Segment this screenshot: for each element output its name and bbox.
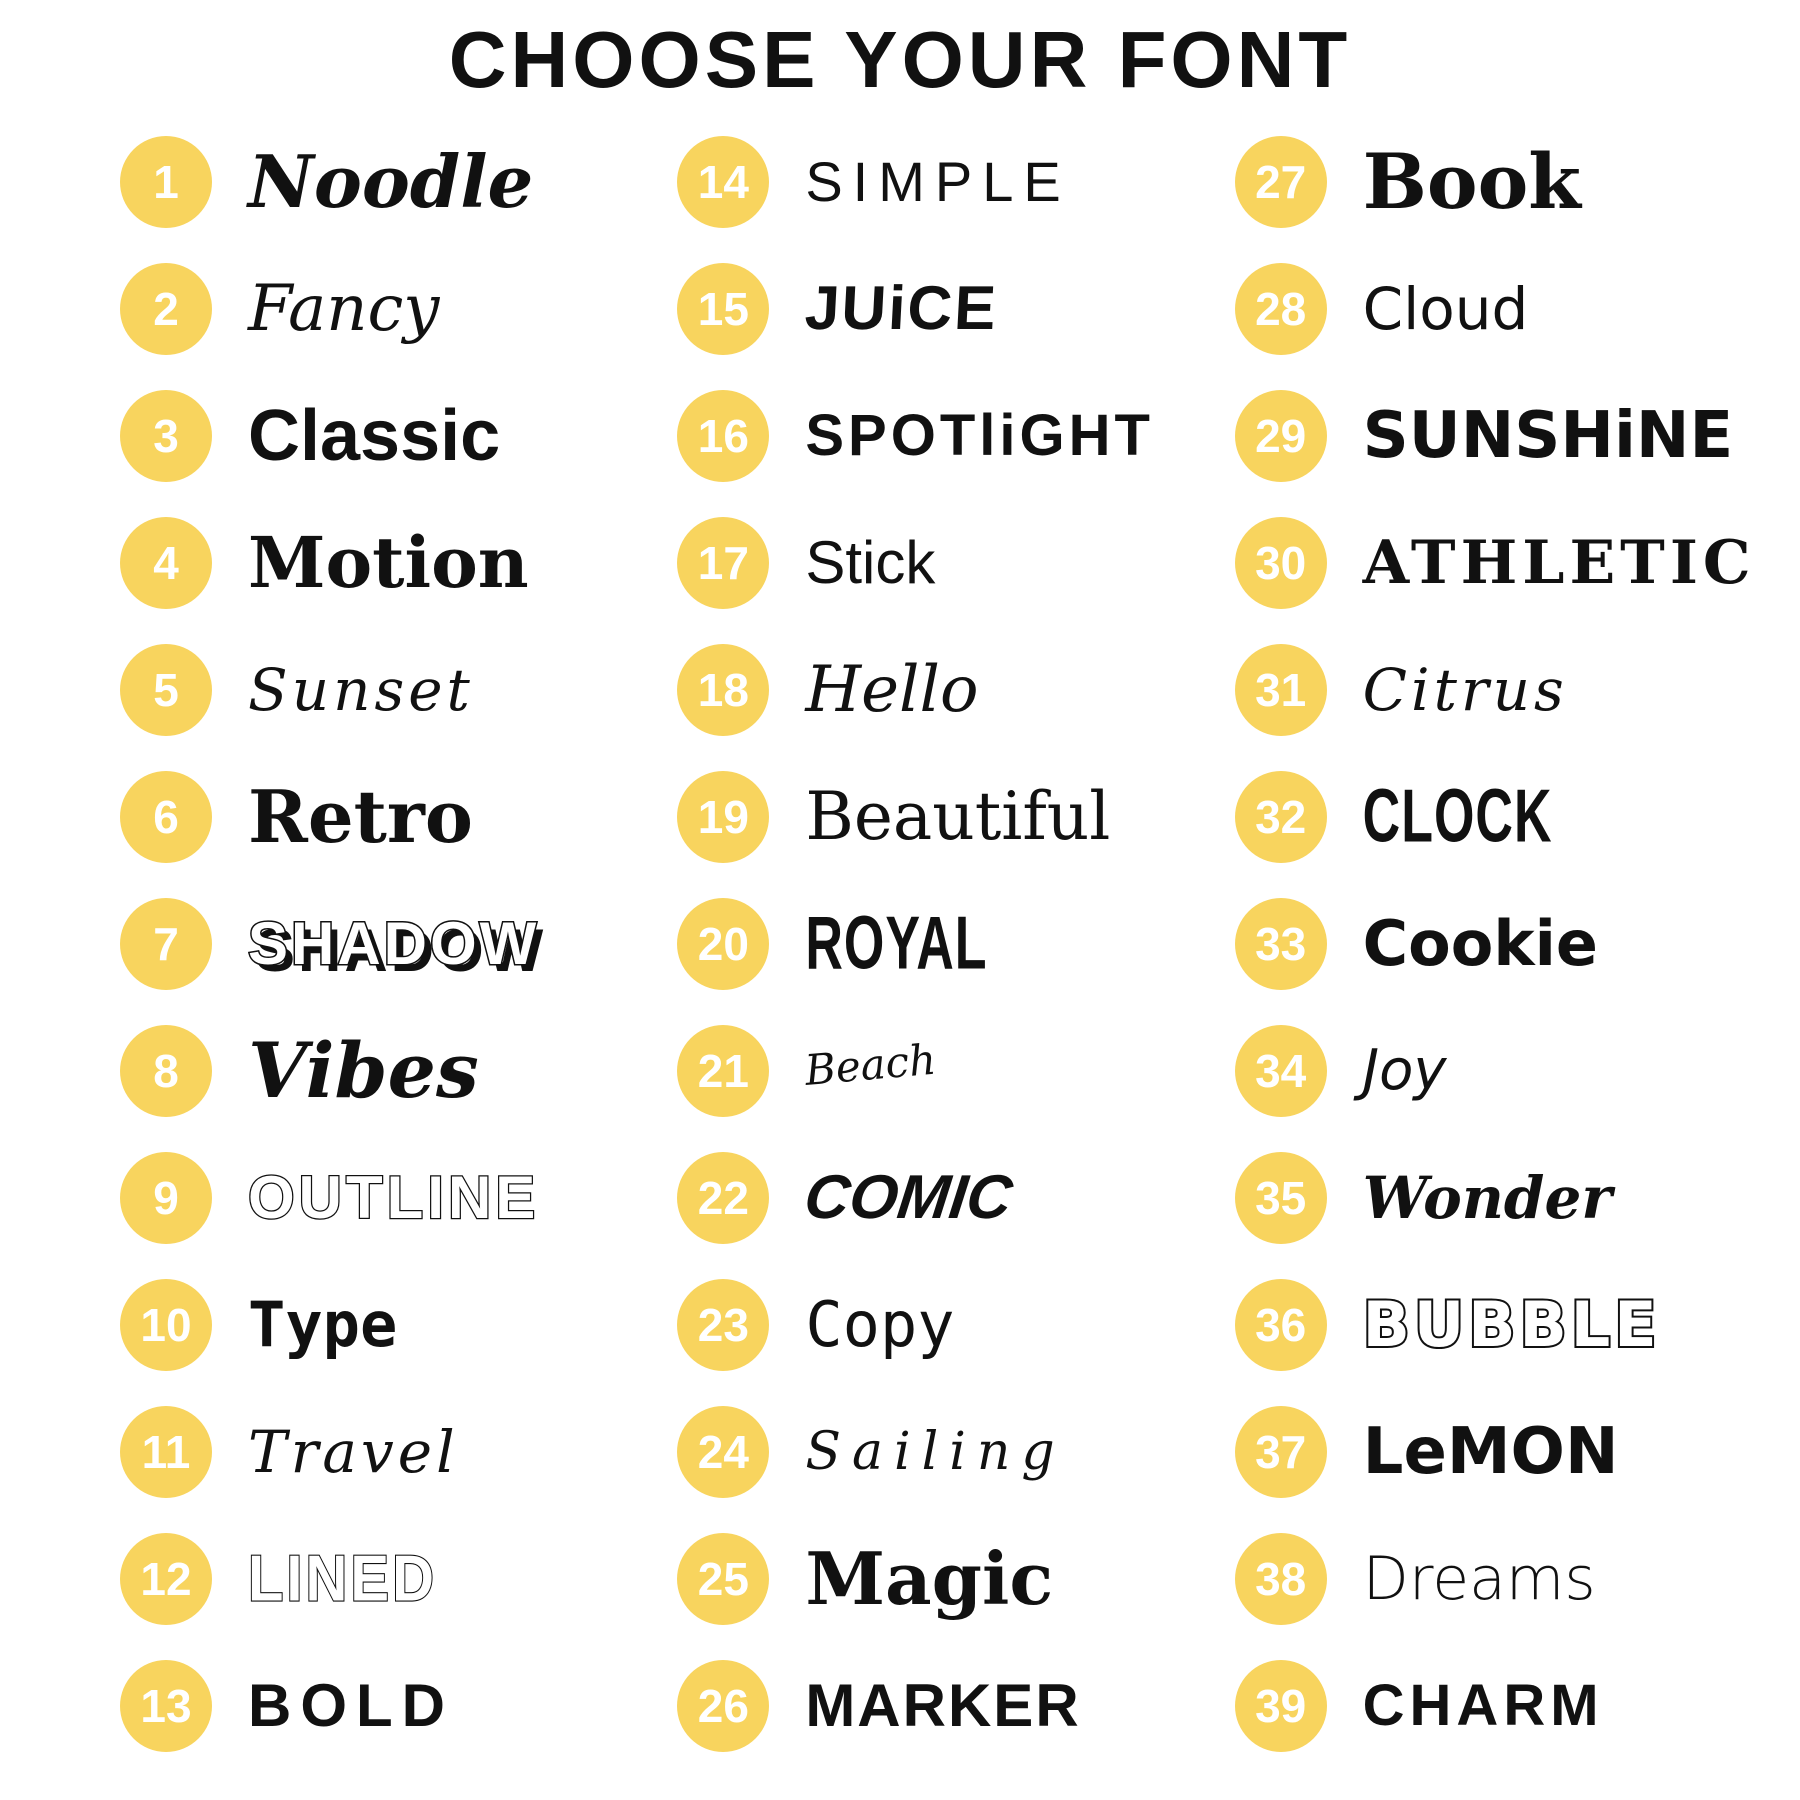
- font-item: [677, 1515, 1234, 1642]
- font-sample-label: SPOTliGHT: [805, 402, 1154, 468]
- font-item: [120, 372, 677, 499]
- font-item: [120, 880, 677, 1007]
- font-sample-label: Copy: [805, 1287, 955, 1361]
- font-item: [120, 626, 677, 753]
- font-item: [120, 1261, 677, 1388]
- font-number-badge: 9: [120, 1152, 212, 1244]
- font-item: [120, 1642, 677, 1769]
- font-number-badge: 14: [677, 136, 769, 228]
- font-item: [1235, 626, 1792, 753]
- page-title: CHOOSE YOUR FONT: [448, 15, 1352, 104]
- font-column-3: [1235, 118, 1792, 1769]
- font-number-badge: 27: [1235, 136, 1327, 228]
- font-number-badge: 39: [1235, 1660, 1327, 1752]
- font-sample-label: COMIC: [801, 1162, 1017, 1232]
- font-sample-label: LeMON: [1362, 1414, 1619, 1489]
- font-item: [120, 1007, 677, 1134]
- font-item: [1235, 1515, 1792, 1642]
- font-number-badge: 32: [1235, 771, 1327, 863]
- font-number-badge: 26: [677, 1660, 769, 1752]
- font-sample-label: Motion: [248, 520, 529, 604]
- font-sample-label: Travel: [248, 1417, 459, 1486]
- font-sample-label: Noodle: [248, 138, 534, 224]
- font-column-1: [120, 118, 677, 1769]
- font-sample-label: Wonder: [1362, 1163, 1612, 1232]
- font-item: [120, 245, 677, 372]
- font-sample-label: Retro: [248, 773, 473, 859]
- font-item: [120, 1134, 677, 1261]
- font-number-badge: 18: [677, 644, 769, 736]
- font-item: [1235, 1134, 1792, 1261]
- font-number-badge: 10: [120, 1279, 212, 1371]
- font-number-badge: 3: [120, 390, 212, 482]
- font-sample-label: Magic: [805, 1535, 1054, 1621]
- font-item: [677, 1261, 1234, 1388]
- font-sample-label: CHARM: [1362, 1672, 1604, 1738]
- font-item: [120, 118, 677, 245]
- font-number-badge: 6: [120, 771, 212, 863]
- font-number-badge: 38: [1235, 1533, 1327, 1625]
- font-sample-label: Beautiful: [805, 777, 1111, 855]
- font-number-badge: 16: [677, 390, 769, 482]
- font-sample-label: Hello: [805, 652, 979, 727]
- font-number-badge: 4: [120, 517, 212, 609]
- font-number-badge: 23: [677, 1279, 769, 1371]
- font-sample-label: SHADOW: [248, 909, 540, 977]
- font-number-badge: 5: [120, 644, 212, 736]
- font-sample-label: Cookie: [1362, 906, 1598, 980]
- font-item: [677, 1007, 1234, 1134]
- font-sample-label: CLOCK: [1362, 774, 1553, 859]
- font-number-badge: 1: [120, 136, 212, 228]
- font-sample-label: JUiCE: [803, 273, 1000, 343]
- font-sample-label: Classic: [248, 395, 501, 476]
- font-sample-label: LINED: [248, 1541, 437, 1615]
- font-sample-label: Stick: [805, 528, 936, 596]
- font-number-badge: 34: [1235, 1025, 1327, 1117]
- font-sample-label: SUNSHiNE: [1362, 398, 1734, 473]
- font-sample-label: Book: [1362, 136, 1581, 226]
- font-item: [120, 1515, 677, 1642]
- font-item: [1235, 372, 1792, 499]
- font-sample-label: Cloud: [1362, 274, 1529, 343]
- font-item: [1235, 499, 1792, 626]
- font-number-badge: 22: [677, 1152, 769, 1244]
- font-sample-label: SIMPLE: [805, 149, 1071, 213]
- font-number-badge: 31: [1235, 644, 1327, 736]
- font-number-badge: 25: [677, 1533, 769, 1625]
- font-column-2: [677, 118, 1234, 1769]
- font-number-badge: 11: [120, 1406, 212, 1498]
- font-sample-label: Vibes: [248, 1025, 479, 1115]
- font-item: [677, 118, 1234, 245]
- font-number-badge: 21: [677, 1025, 769, 1117]
- font-item: [677, 753, 1234, 880]
- font-number-badge: 30: [1235, 517, 1327, 609]
- font-item: [120, 499, 677, 626]
- font-sample-label: Beach: [803, 1034, 939, 1095]
- font-item: [677, 1388, 1234, 1515]
- font-number-badge: 2: [120, 263, 212, 355]
- font-number-badge: 12: [120, 1533, 212, 1625]
- font-number-badge: 15: [677, 263, 769, 355]
- font-item: [120, 1388, 677, 1515]
- font-item: [1235, 1261, 1792, 1388]
- font-item: [677, 1642, 1234, 1769]
- font-number-badge: 29: [1235, 390, 1327, 482]
- font-sample-label: BUBBLE: [1362, 1287, 1661, 1361]
- font-number-badge: 19: [677, 771, 769, 863]
- font-number-badge: 37: [1235, 1406, 1327, 1498]
- font-sample-label: Sailing: [805, 1421, 1066, 1482]
- font-sample-label: ROYAL: [805, 901, 988, 986]
- font-item: [1235, 245, 1792, 372]
- font-number-badge: 7: [120, 898, 212, 990]
- font-sample-label: Dreams: [1362, 1543, 1596, 1614]
- font-number-badge: 35: [1235, 1152, 1327, 1244]
- font-number-badge: 13: [120, 1660, 212, 1752]
- font-number-badge: 20: [677, 898, 769, 990]
- font-sample-label: Type: [248, 1287, 398, 1361]
- font-item: [120, 753, 677, 880]
- font-columns: [120, 118, 1792, 1769]
- font-sample-label: ATHLETIC: [1362, 527, 1756, 598]
- font-sample-label: Joy: [1362, 1037, 1447, 1103]
- font-sample-label: MARKER: [805, 1671, 1081, 1739]
- font-item: [1235, 118, 1792, 245]
- font-item: [677, 499, 1234, 626]
- font-number-badge: 28: [1235, 263, 1327, 355]
- font-item: [677, 372, 1234, 499]
- font-sample-label: Fancy: [248, 271, 440, 346]
- font-sample-label: Sunset: [248, 655, 474, 724]
- font-number-badge: 33: [1235, 898, 1327, 990]
- font-sample-label: OUTLINE: [248, 1163, 540, 1231]
- font-item: [677, 1134, 1234, 1261]
- font-sample-label: BOLD: [248, 1671, 454, 1739]
- font-item: [677, 245, 1234, 372]
- font-number-badge: 36: [1235, 1279, 1327, 1371]
- font-item: [1235, 1642, 1792, 1769]
- font-item: [1235, 1388, 1792, 1515]
- font-item: [1235, 880, 1792, 1007]
- font-number-badge: 17: [677, 517, 769, 609]
- font-number-badge: 24: [677, 1406, 769, 1498]
- font-sample-label: Citrus: [1362, 655, 1568, 724]
- font-item: [677, 880, 1234, 1007]
- font-item: [677, 626, 1234, 753]
- font-number-badge: 8: [120, 1025, 212, 1117]
- font-item: [1235, 753, 1792, 880]
- font-item: [1235, 1007, 1792, 1134]
